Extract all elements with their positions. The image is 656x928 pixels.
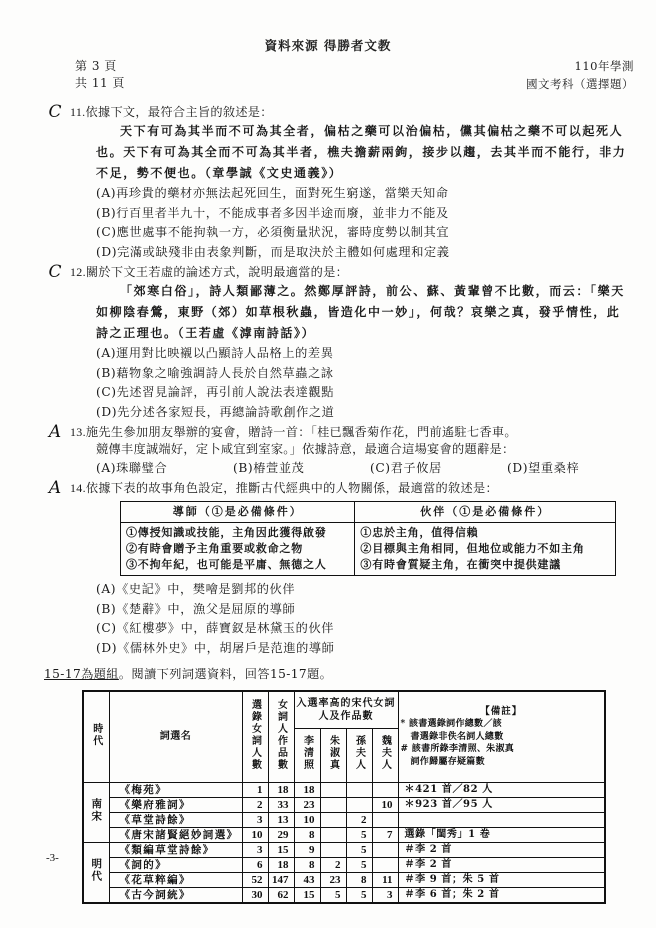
question-13-stem bbox=[44, 424, 644, 441]
poet-wei-count bbox=[372, 812, 398, 827]
option-a[interactable]: (A)珠聯璧合 bbox=[96, 461, 168, 475]
poet-li-count: 8 bbox=[294, 857, 320, 872]
poet-zhu-count: 2 bbox=[320, 857, 346, 872]
anthology-name: 《古今詞統》 bbox=[109, 887, 242, 903]
question-11-stem-text: 依據下文，最符合主旨的敘述是： bbox=[85, 105, 273, 119]
question-11-passage: 天下有可為其半而不可為其全者，偏枯之藥可以治偏枯，儻其偏枯之藥不可以起死人也。天下有可為其全而不可為其半者，樵夫擔薪兩鉤，接步以趨，去其半而不能行，非力不足，勢不便也。（章學誠《文史通義》） bbox=[96, 124, 627, 180]
remark-note-1: * 該書選錄詞作總數／該 bbox=[400, 719, 502, 729]
poet-li-count: 18 bbox=[294, 782, 320, 797]
option-d[interactable]: (D)完滿或缺殘非由表象判斷，而是取決於主體如何處理和定義 bbox=[96, 244, 450, 259]
poet-wei-count bbox=[372, 857, 398, 872]
anthology-name: 《草堂詩餘》 bbox=[109, 812, 242, 827]
poet-li-count: 8 bbox=[294, 827, 320, 842]
women-works: 15 bbox=[268, 842, 294, 857]
selected-women-poets: 10 bbox=[242, 827, 268, 842]
poet-sun-count: 2 bbox=[346, 812, 372, 827]
poet-li-count: 15 bbox=[294, 887, 320, 903]
total-pages-label: 共 11 頁 bbox=[75, 76, 125, 90]
remark-cell: ＊421 首／82 人 bbox=[398, 782, 605, 797]
poet-li-count: 10 bbox=[294, 812, 320, 827]
anthology-name: 《花草粹編》 bbox=[109, 872, 242, 887]
question-11 bbox=[44, 104, 644, 262]
option-a[interactable]: (A)再珍貴的藥材亦無法起死回生，面對死生窮遂，當樂天知命 bbox=[96, 186, 449, 200]
poet-zhu-count bbox=[320, 812, 346, 827]
companion-conditions bbox=[355, 523, 616, 576]
poet-wei-count: 7 bbox=[372, 827, 398, 842]
page-label: 第 3 頁 bbox=[75, 59, 117, 73]
remark-note-4: 詞作歸屬存疑篇數 bbox=[410, 756, 485, 767]
poet-zhu-count bbox=[320, 782, 346, 797]
column-header-poet-sun: 孫夫人 bbox=[346, 728, 372, 782]
women-works: 33 bbox=[268, 797, 294, 812]
question-11-number: 11. bbox=[70, 105, 86, 119]
anthology-name: 《唐宋諸賢絕妙詞選》 bbox=[109, 827, 242, 842]
option-b[interactable]: (B)藉物象之喻強調詩人長於自然草蟲之詠 bbox=[96, 365, 334, 380]
poet-sun-count bbox=[346, 782, 372, 797]
option-a[interactable]: (A)運用對比映襯以凸顯詩人品格上的差異 bbox=[96, 346, 334, 360]
table-row bbox=[83, 887, 605, 903]
anthology-table-wrapper bbox=[82, 690, 604, 904]
selected-women-poets: 3 bbox=[242, 812, 268, 827]
table-row bbox=[121, 523, 616, 576]
anthology-name: 《類編草堂詩餘》 bbox=[109, 842, 242, 857]
selected-women-poets: 2 bbox=[242, 797, 268, 812]
column-header-mentor: 導師（①是必備條件） bbox=[121, 502, 355, 523]
remarks-title: 【備註】 bbox=[480, 705, 523, 717]
option-b[interactable]: (B)行百里者半九十，不能成事者多因半途而廢，並非力不能及 bbox=[96, 205, 449, 220]
remarks-note-block bbox=[401, 693, 603, 780]
handwritten-answer-13: A bbox=[48, 422, 62, 442]
column-header-selected-women-poets: 選錄女詞人數 bbox=[242, 691, 268, 782]
question-12 bbox=[44, 264, 644, 422]
companion-condition-1: ①忠於主角，值得信賴 bbox=[360, 526, 479, 539]
poet-sun-count: 5 bbox=[346, 887, 372, 903]
question-14-stem-text: 依據下表的故事角色設定，推斷古代經典中的人物關係，最適當的敘述是： bbox=[85, 481, 498, 495]
selected-women-poets: 6 bbox=[242, 857, 268, 872]
handwritten-answer-11: C bbox=[48, 102, 62, 122]
poet-zhu-count bbox=[320, 797, 346, 812]
column-header-era: 時代 bbox=[83, 691, 109, 782]
group-range-label: 15-17為題組 bbox=[44, 667, 119, 681]
selected-women-poets: 1 bbox=[242, 782, 268, 797]
footer-page-number: -3- bbox=[46, 852, 59, 864]
question-13 bbox=[44, 424, 644, 478]
poet-sun-count bbox=[346, 797, 372, 812]
poet-sun-count: 5 bbox=[346, 857, 372, 872]
mentor-condition-3: ③不拘年紀，也可能是平庸、無德之人 bbox=[126, 558, 327, 571]
mentor-conditions bbox=[121, 523, 355, 576]
question-content bbox=[44, 104, 644, 904]
question-13-options bbox=[44, 458, 644, 478]
remark-cell: 選錄「閨秀」1 卷 bbox=[398, 827, 605, 842]
question-11-stem bbox=[44, 104, 644, 121]
era-cell-southern-song: 南宋 bbox=[83, 782, 109, 842]
poet-sun-count: 5 bbox=[346, 842, 372, 857]
question-14 bbox=[44, 480, 644, 658]
poet-zhu-count: 23 bbox=[320, 872, 346, 887]
table-row bbox=[83, 857, 605, 872]
poet-wei-count: 10 bbox=[372, 797, 398, 812]
anthology-name: 《梅苑》 bbox=[109, 782, 242, 797]
remark-note-2: 書選錄非佚名詞人總數 bbox=[410, 731, 504, 742]
question-13-stem-line2: 競傳丰度誠端好，定卜咸宜到室家。」依據詩意，最適合這場宴會的題辭是： bbox=[96, 442, 515, 456]
handwritten-answer-12: C bbox=[48, 262, 62, 282]
page-header-left bbox=[75, 58, 125, 92]
remark-cell: ＃李 6 首；朱 2 首 bbox=[398, 887, 605, 903]
anthology-data-table bbox=[82, 690, 606, 904]
women-works: 147 bbox=[268, 872, 294, 887]
question-12-options bbox=[44, 344, 644, 422]
mentor-condition-1: ①傳授知識或技能，主角因此獲得啟發 bbox=[126, 526, 327, 539]
poet-li-count: 43 bbox=[294, 872, 320, 887]
poet-zhu-count: 5 bbox=[320, 887, 346, 903]
selected-women-poets: 30 bbox=[242, 887, 268, 903]
question-group-header bbox=[44, 664, 644, 684]
table-row bbox=[83, 797, 605, 812]
column-header-companion: 伙伴（①是必備條件） bbox=[355, 502, 616, 523]
column-header-anthology: 詞選名 bbox=[109, 691, 242, 782]
remark-cell: ＃李 2 首 bbox=[398, 842, 605, 857]
option-c[interactable]: (C)先述習見論評，再引前人說法表達觀點 bbox=[96, 385, 335, 399]
subject-label: 國文考科（選擇題） bbox=[526, 77, 634, 91]
question-11-options bbox=[44, 184, 644, 262]
poet-li-count: 9 bbox=[294, 842, 320, 857]
question-12-stem-text: 關於下文王若虛的論述方式，說明最適當的是： bbox=[85, 265, 349, 279]
option-d[interactable]: (D)《儒林外史》中，胡屠戶是范進的導師 bbox=[96, 640, 335, 655]
women-works: 18 bbox=[268, 782, 294, 797]
question-14-number: 14. bbox=[70, 481, 86, 495]
option-b[interactable]: (B)《楚辭》中，漁父是屈原的導師 bbox=[96, 601, 296, 616]
women-works: 62 bbox=[268, 887, 294, 903]
question-12-number: 12. bbox=[70, 265, 86, 279]
source-attribution: 資料來源 得勝者文教 bbox=[264, 38, 392, 53]
table-header-row-1 bbox=[83, 691, 605, 728]
question-13-stem-line1: 施先生參加朋友舉辦的宴會，贈詩一首：「桂已飄香菊作花，門前遙駐七香車。 bbox=[85, 425, 517, 439]
question-12-stem bbox=[44, 264, 644, 281]
mentor-condition-2: ②有時會贈予主角重要或救命之物 bbox=[126, 542, 303, 555]
poet-sun-count: 5 bbox=[346, 827, 372, 842]
option-d[interactable]: (D)望重桑梓 bbox=[507, 461, 580, 475]
remark-cell: ＃李 2 首 bbox=[398, 857, 605, 872]
page-header-right bbox=[526, 57, 634, 93]
group-instruction: 。閱讀下列詞選資料，回答15-17題。 bbox=[118, 667, 333, 681]
poet-wei-count: 11 bbox=[372, 872, 398, 887]
remark-cell: ＃李 9 首；朱 5 首 bbox=[398, 872, 605, 887]
poet-wei-count bbox=[372, 782, 398, 797]
companion-condition-2: ②目標與主角相同，但地位或能力不如主角 bbox=[360, 542, 585, 555]
selected-women-poets: 3 bbox=[242, 842, 268, 857]
option-d[interactable]: (D)先分述各家短長，再總論詩歌創作之道 bbox=[96, 404, 335, 419]
poet-wei-count bbox=[372, 842, 398, 857]
women-works: 29 bbox=[268, 827, 294, 842]
poet-zhu-count bbox=[320, 842, 346, 857]
poet-sun-count: 8 bbox=[346, 872, 372, 887]
poet-li-count: 23 bbox=[294, 797, 320, 812]
column-header-poet-li: 李清照 bbox=[294, 728, 320, 782]
selected-women-poets: 52 bbox=[242, 872, 268, 887]
women-works: 18 bbox=[268, 857, 294, 872]
column-header-women-works: 女詞人作品數 bbox=[268, 691, 294, 782]
question-13-number: 13. bbox=[70, 425, 86, 439]
table-row bbox=[83, 812, 605, 827]
column-header-poet-zhu: 朱淑真 bbox=[320, 728, 346, 782]
option-c[interactable]: (C)《紅樓夢》中，薛寶釵是林黛玉的伙伴 bbox=[96, 621, 335, 635]
roles-table bbox=[120, 501, 616, 576]
anthology-name: 《詞的》 bbox=[109, 857, 242, 872]
companion-condition-3: ③有時會質疑主角，在衝突中提供建議 bbox=[360, 558, 562, 571]
question-12-passage: 「郊寒白俗」，詩人類鄙薄之。然鄭厚評詩，前公、蘇、黃輩曾不比數，而云：「樂天如柳陰春鶯，東野（郊）如草根秋蟲，皆造化中一妙」，何哉？哀樂之真，發乎情性，此詩之正理也。（王若虛《滹南詩話》） bbox=[96, 284, 625, 340]
option-c[interactable]: (C)君子攸居 bbox=[370, 461, 442, 475]
option-b[interactable]: (B)椿萱並茂 bbox=[233, 461, 305, 475]
column-header-high-rate-group: 入選率高的宋代女詞人及作品數 bbox=[294, 691, 398, 728]
exam-year-label: 110年學測 bbox=[574, 59, 634, 73]
poet-wei-count: 3 bbox=[372, 887, 398, 903]
women-works: 13 bbox=[268, 812, 294, 827]
handwritten-answer-14: A bbox=[48, 478, 62, 498]
poet-zhu-count bbox=[320, 827, 346, 842]
remark-note-3: # 該書所錄李清照、朱淑真 bbox=[400, 744, 515, 754]
question-14-stem bbox=[44, 480, 644, 497]
column-header-poet-wei: 魏夫人 bbox=[372, 728, 398, 782]
anthology-name: 《樂府雅詞》 bbox=[109, 797, 242, 812]
option-a[interactable]: (A)《史記》中，樊噲是劉邦的伙伴 bbox=[96, 582, 296, 596]
remark-cell: ＊923 首／95 人 bbox=[398, 797, 605, 812]
table-row bbox=[83, 827, 605, 842]
table-row bbox=[83, 872, 605, 887]
era-cell-ming: 明代 bbox=[83, 842, 109, 903]
remark-cell bbox=[398, 812, 605, 827]
table-row bbox=[83, 842, 605, 857]
table-row bbox=[83, 782, 605, 797]
column-header-remarks bbox=[398, 691, 605, 782]
table-header-row bbox=[121, 502, 616, 523]
option-c[interactable]: (C)應世處事不能拘執一方，必須衡量狀況，審時度勢以制其宜 bbox=[96, 225, 450, 239]
question-14-options bbox=[44, 580, 644, 658]
